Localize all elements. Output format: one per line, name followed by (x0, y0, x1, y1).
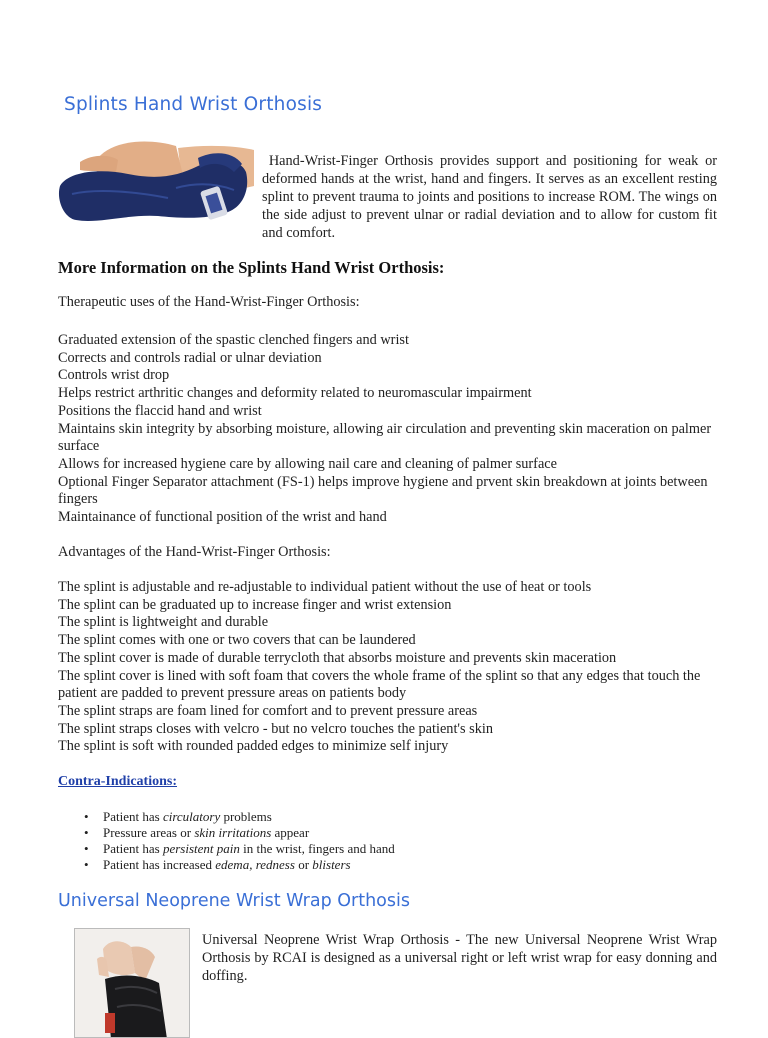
list-item: • Patient has circulatory problems (80, 809, 395, 825)
list-item: Controls wrist drop (58, 367, 170, 384)
list-item: • Pressure areas or skin irritations appear (80, 825, 395, 841)
list-item: The splint comes with one or two covers that can be laundered (58, 632, 416, 649)
uses-list (58, 332, 718, 527)
list-item: The splint is adjustable and re-adjustable to individual patient without the use of heat or tools (58, 579, 592, 595)
page-title: Splints Hand Wrist Orthosis (64, 94, 323, 115)
list-item: Positions the flaccid hand and wrist (58, 402, 262, 419)
list-item: • Patient has increased edema, redness or blisters (80, 857, 395, 873)
advantages-list (58, 579, 718, 756)
list-item: Graduated extension of the spastic clenched fingers and wrist (58, 332, 409, 348)
contra-indications-heading[interactable]: Contra-Indications: (58, 774, 178, 789)
list-item: Maintainance of functional position of the wrist and hand (58, 509, 387, 526)
list-item: The splint straps closes with velcro - but no velcro touches the patient's skin (58, 720, 493, 737)
list-item: The splint cover is made of durable terrycloth that absorbs moisture and prevents skin maceration (58, 649, 617, 666)
list-item: Corrects and controls radial or ulnar deviation (58, 349, 322, 366)
contra-indications-list (80, 809, 395, 873)
advantages-heading: Advantages of the Hand-Wrist-Finger Orthosis: (58, 544, 331, 560)
list-item: Maintains skin integrity by absorbing moisture, allowing air circulation and preventing skin maceration on palmer surface (58, 420, 712, 455)
list-item: The splint straps are foam lined for comfort and to prevent pressure areas (58, 702, 478, 719)
wrist-wrap-product-image (74, 928, 190, 1038)
intro-paragraph: Hand-Wrist-Finger Orthosis provides support and positioning for weak or deformed hands at the wrist, hand and fingers. It serves as an excellent resting splint to prevent trauma to joints and positions to increase ROM. The wings on the side adjust to prevent ulnar or radial deviation and to allow for custom fit and comfort. (262, 153, 717, 241)
uses-heading: Therapeutic uses of the Hand-Wrist-Finger Orthosis: (58, 294, 360, 310)
list-item: The splint can be graduated up to increase finger and wrist extension (58, 596, 452, 613)
list-item: The splint is lightweight and durable (58, 614, 269, 631)
list-item: Helps restrict arthritic changes and deformity related to neuromascular impairment (58, 385, 532, 402)
list-item: Allows for increased hygiene care by allowing nail care and cleaning of palmer surface (58, 455, 557, 472)
list-item: The splint is soft with rounded padded edges to minimize self injury (58, 738, 449, 755)
section-title: Universal Neoprene Wrist Wrap Orthosis (58, 891, 410, 911)
more-info-heading: More Information on the Splints Hand Wrist Orthosis: (58, 258, 445, 277)
list-item: Optional Finger Separator attachment (FS-1) helps improve hygiene and prvent skin breakdown at joints between fingers (58, 473, 708, 508)
splint-product-image (58, 128, 254, 228)
list-item: • Patient has persistent pain in the wrist, fingers and hand (80, 841, 395, 857)
section-paragraph: Universal Neoprene Wrist Wrap Orthosis - The new Universal Neoprene Wrist Wrap Orthosis by RCAI is designed as a universal right or left wrist wrap for easy donning and doffing. (202, 932, 717, 984)
list-item: The splint cover is lined with soft foam that covers the whole frame of the splint so that any edges that touch the patient are padded to prevent pressure areas on patients body (58, 667, 701, 702)
